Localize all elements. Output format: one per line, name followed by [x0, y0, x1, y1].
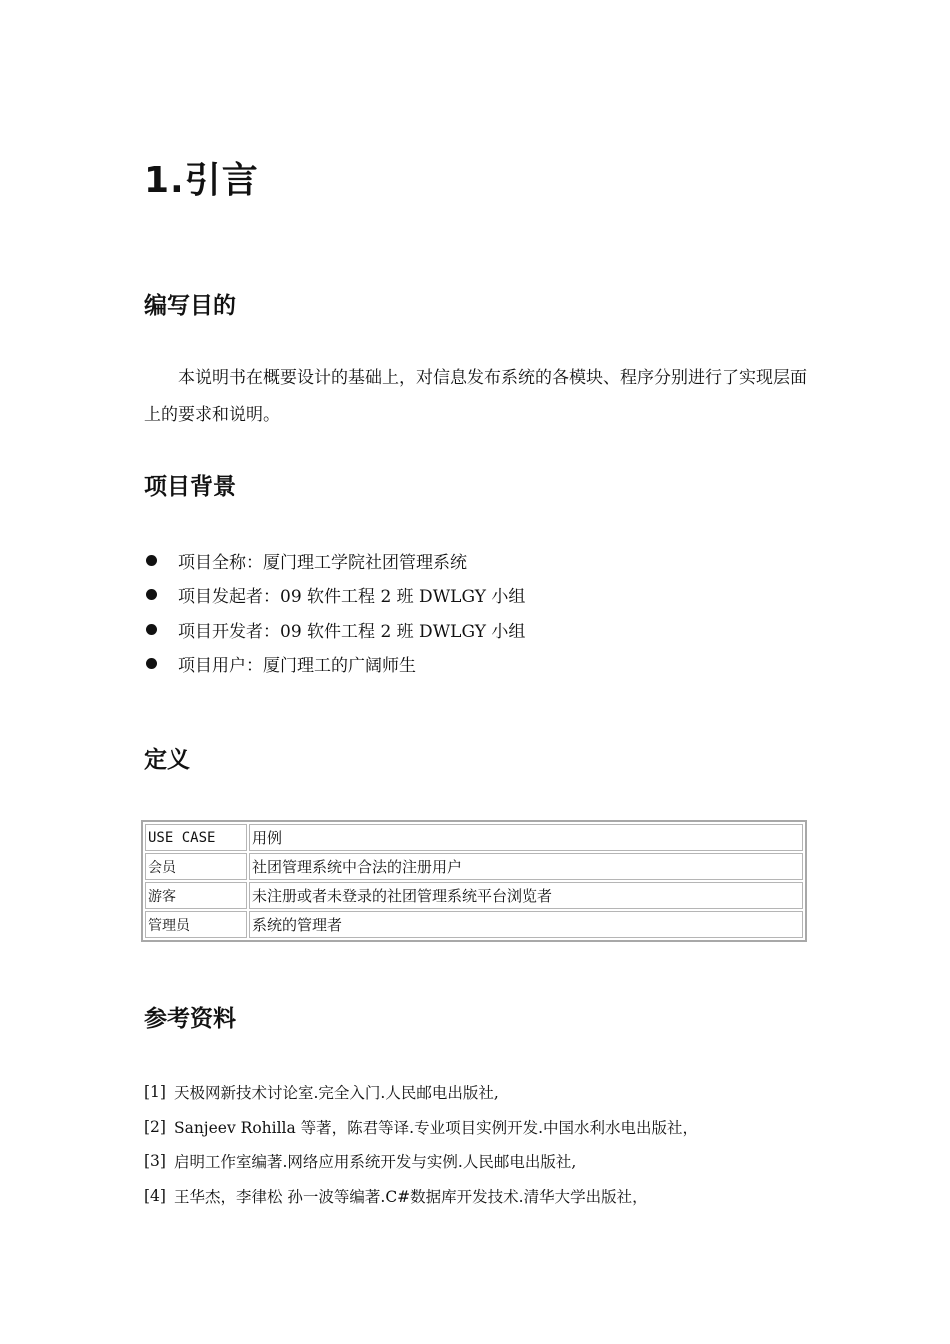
list-item-text: 项目发起者：09 软件工程 2 班 DWLGY 小组: [178, 587, 526, 608]
list-item: [144, 647, 525, 682]
section-heading-references: 参考资料: [144, 1006, 236, 1032]
term-cell: USE CASE: [145, 824, 247, 851]
meaning-cell: 未注册或者未登录的社团管理系统平台浏览者: [249, 882, 803, 909]
table-row: [145, 824, 803, 851]
section-heading-background: 项目背景: [144, 474, 236, 500]
term-cell: 游客: [145, 882, 247, 909]
list-item-text: 项目开发者：09 软件工程 2 班 DWLGY 小组: [178, 621, 526, 642]
reference-item: [144, 1179, 698, 1214]
reference-number: [4]: [144, 1186, 166, 1205]
reference-number: [2]: [144, 1117, 166, 1136]
term-cell: 管理员: [145, 911, 247, 938]
references-list: [144, 1075, 698, 1213]
table-row: [145, 853, 803, 880]
bullet-icon: [146, 658, 157, 669]
reference-item: [144, 1144, 698, 1179]
reference-text: 王华杰，李律松 孙一波等编著.C#数据库开发技术.清华大学出版社，: [173, 1187, 648, 1206]
bullet-icon: [146, 589, 157, 600]
reference-number: [1]: [144, 1083, 166, 1102]
meaning-cell: 系统的管理者: [249, 911, 803, 938]
list-item: [144, 578, 525, 613]
reference-item: [144, 1110, 698, 1145]
list-item-text: 项目全称：厦门理工学院社团管理系统: [178, 552, 467, 573]
bullet-icon: [146, 555, 157, 566]
page-title: 1.引言: [144, 160, 259, 201]
definitions-table: [141, 820, 807, 942]
reference-item: [144, 1075, 698, 1110]
list-item-text: 项目用户：厦门理工的广阔师生: [178, 656, 416, 677]
reference-text: Sanjeev Rohilla 等著，陈君等译.专业项目实例开发.中国水利水电出版社，: [173, 1118, 699, 1137]
bullet-icon: [146, 624, 157, 635]
purpose-paragraph: 本说明书在概要设计的基础上，对信息发布系统的各模块、程序分别进行了实现层面上的要求和说明。: [144, 368, 807, 425]
meaning-cell: 用例: [249, 824, 803, 851]
table-row: [145, 911, 803, 938]
reference-number: [3]: [144, 1152, 166, 1171]
reference-text: 启明工作室编著.网络应用系统开发与实例.人民邮电出版社,: [173, 1153, 577, 1172]
section-heading-purpose: 编写目的: [144, 293, 236, 319]
table-row: [145, 882, 803, 909]
reference-text: 天极网新技术讨论室.完全入门.人民邮电出版社,: [173, 1084, 499, 1103]
meaning-cell: 社团管理系统中合法的注册用户: [249, 853, 803, 880]
background-list: [144, 543, 525, 681]
section-heading-definitions: 定义: [144, 747, 190, 773]
list-item: [144, 543, 525, 578]
term-cell: 会员: [145, 853, 247, 880]
list-item: [144, 612, 525, 647]
